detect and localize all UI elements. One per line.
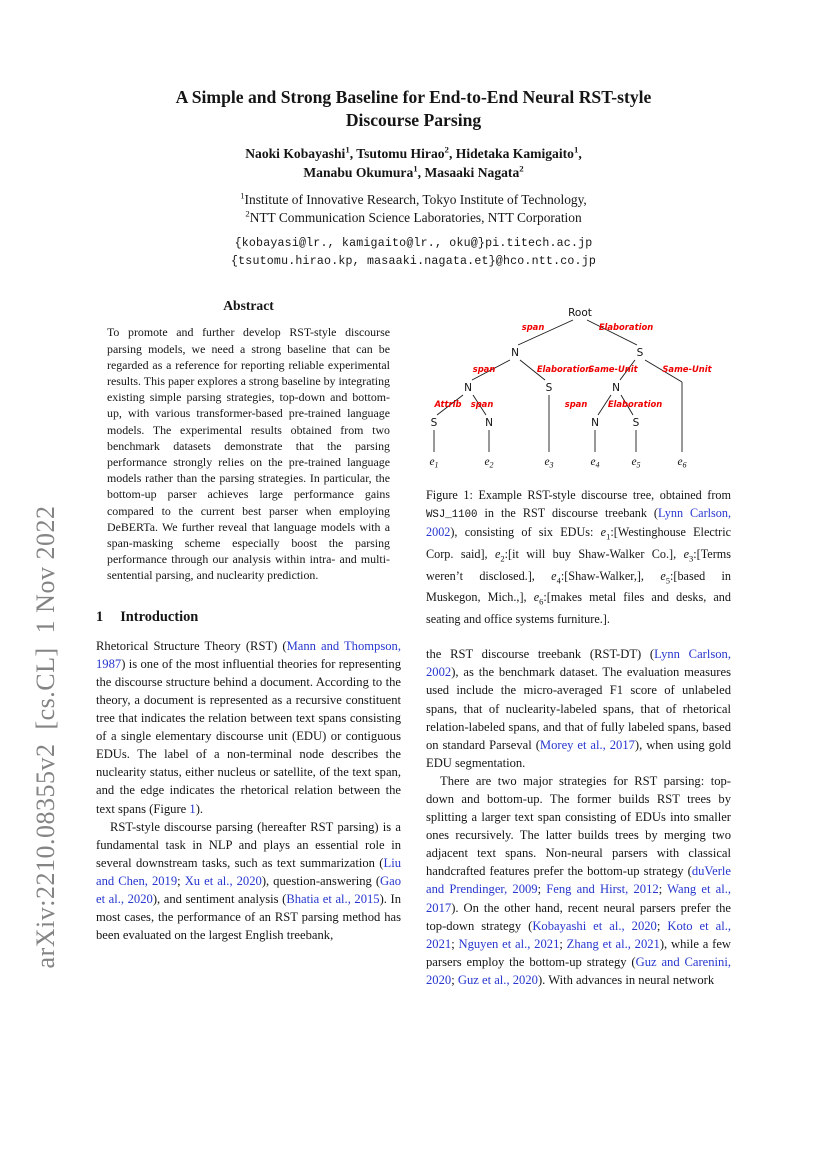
tree-node-label: S bbox=[545, 382, 553, 395]
citation-link[interactable]: Lynn Carlson, 2002 bbox=[426, 505, 732, 540]
section-title: Introduction bbox=[120, 608, 199, 625]
figure-1-caption: Figure 1: Example RST-style discourse tree, obtained from WSJ_1100 in the RST discourse treebank (Lynn Carlson, 2002), consisting of six EDUs: $e_1:[Westinghouse$ Electric Corp. said], $e_2:[it$ will buy Shaw-Walker Co.], $e_3:[Terms$ weren’t disclosed.], $e_4:[Shaw-Walker,]$, $e_5:[based$ in Muskegon, Mich.,], $e_6:[makes$ metal files and desks, and seating and office systems furniture.]. bbox=[426, 488, 732, 626]
citation-link[interactable]: Koto et al., 2021 bbox=[426, 918, 731, 951]
email-line-2: {tsutomu.hirao.kp, masaaki.nagata.et}@hco.ntt.co.jp bbox=[230, 255, 597, 269]
intro-paragraph-2: RST-style discourse parsing (hereafter RST parsing) is a fundamental task in NLP and plays an essential role in several downstream tasks, such as text summarization (Liu and Chen, 2019; Xu et al., 2020), question-answering (Gao et al., 2020), and sentiment analysis (Bhatia et al., 2015). In most cases, the performance of an RST parsing method has been evaluated on the largest English treebank, bbox=[96, 819, 402, 943]
citation-link[interactable]: Nguyen et al., 2021 bbox=[458, 936, 560, 951]
rst-tree-svg bbox=[426, 300, 731, 475]
tree-relation-label: span bbox=[470, 399, 494, 410]
tree-relation-label: Elaboration bbox=[598, 322, 654, 333]
right-paragraph-1: the RST discourse treebank (RST-DT) (Lynn Carlson, 2002), as the benchmark dataset. The evaluation measures used include the micro-averaged F1 score of unlabeled spans, that of nuclearity-labeled spans, that of rhetorical relation-labeled spans, and that of fully labeled spans, based on standard Parseval (Morey et al., 2017), when using gold EDU segmentation. bbox=[426, 647, 732, 770]
tree-node-label: Root bbox=[568, 307, 592, 320]
tree-relation-label: Same-Unit bbox=[588, 364, 638, 375]
tree-node-label: N bbox=[485, 417, 493, 430]
paper-header bbox=[0, 0, 827, 271]
paper-title: A Simple and Strong Baseline for End-to-End Neural RST-style Discourse Parsing bbox=[175, 87, 652, 131]
tree-leaf-label: $e_2$ bbox=[484, 456, 494, 470]
citation-link[interactable]: Guz et al., 2020 bbox=[457, 972, 538, 987]
tree-relation-label: span bbox=[521, 322, 545, 333]
tree-relation-label: span bbox=[564, 399, 588, 410]
figure-1 bbox=[426, 300, 731, 628]
tree-relation-label: Elaboration bbox=[536, 364, 592, 375]
tree-leaf-label: $e_1$ bbox=[429, 456, 439, 470]
citation-link[interactable]: Zhang et al., 2021 bbox=[566, 936, 660, 951]
section-heading-introduction bbox=[96, 609, 401, 626]
tree-node-label: N bbox=[464, 382, 472, 395]
abstract-text: To promote and further develop RST-style discourse parsing models, we need a strong baseline that can be regarded as a reference for reporting reliable experimental results. This paper explores a strong baseline by integrating existing simple parsing strategies, top-down and bottom-up, with various transformer-based pre-trained language models. The experimental results obtained from two benchmark datasets demonstrate that the parsing performance strongly relies on the pre-trained language models rather than the parsing strategies. In particular, the bottom-up parser achieves large performance gains compared to the current best parser when employing DeBERTa. We further reveal that language models with a span-masking scheme especially boost the parsing performance through our analysis within intra- and multi-sentential parsing, and nuclearity prediction. bbox=[107, 325, 390, 583]
citation-link[interactable]: Gao et al., 2020 bbox=[96, 873, 402, 906]
tree-leaf-label: $e_4$ bbox=[590, 456, 600, 470]
tree-node-label: N bbox=[612, 382, 620, 395]
citation-link[interactable]: Wang et al., 2017 bbox=[426, 882, 731, 915]
left-column bbox=[96, 298, 401, 989]
citation-link[interactable]: Mann and Thompson, 1987 bbox=[96, 638, 401, 671]
edu-symbol: $e_4$ bbox=[551, 568, 561, 585]
tree-leaf-label: $e_6$ bbox=[677, 456, 687, 470]
affiliation-2: $^2$NTT Communication Science Laboratories, NTT Corporation bbox=[245, 208, 582, 226]
tree-node-label: S bbox=[430, 417, 438, 430]
affiliation-1: $^1$Institute of Innovative Research, Tokyo Institute of Technology, bbox=[240, 190, 587, 208]
citation-link[interactable]: Lynn Carlson, 2002 bbox=[426, 647, 731, 680]
tree-leaf-label: $e_3$ bbox=[544, 456, 554, 470]
citation-link[interactable]: Kobayashi et al., 2020 bbox=[532, 918, 657, 933]
tree-node-label: N bbox=[511, 347, 519, 360]
citation-link[interactable]: Morey et al., 2017 bbox=[539, 737, 635, 752]
right-paragraph-2: There are two major strategies for RST parsing: top-down and bottom-up. The former builds RST trees by splitting a larger text span consisting of EDUs into smaller ones recursively. The latter builds trees by merging two adjacent text spans. Non-neural parsers with classical handcrafted features prefer the bottom-up strategy (duVerle and Prendinger, 2009; Feng and Hirst, 2012; Wang et al., 2017). On the other hand, recent neural parsers prefer the top-down strategy (Kobayashi et al., 2020; Koto et al., 2021; Nguyen et al., 2021; Zhang et al., 2021), while a few parsers employ the bottom-up strategy (Guz and Carenini, 2020; Guz et al., 2020). With advances in neural network bbox=[426, 773, 731, 987]
two-column-body bbox=[0, 298, 827, 989]
author-line-2: Manabu Okumura$^1$, Masaaki Nagata$^2$ bbox=[303, 163, 524, 180]
edu-symbol: $e_1$ bbox=[600, 525, 611, 542]
email-line-1: {kobayasi@lr., kamigaito@lr., oku@}pi.titech.ac.jp bbox=[234, 237, 593, 251]
citation-link[interactable]: Xu et al., 2020 bbox=[184, 873, 262, 888]
tree-relation-label: Elaboration bbox=[607, 399, 663, 410]
abstract-heading: Abstract bbox=[223, 298, 274, 314]
edu-symbol: $e_2$ bbox=[494, 546, 505, 564]
arxiv-watermark: arXiv:2210.08355v2 [cs.CL] 1 Nov 2022 bbox=[31, 505, 60, 969]
tree-node-label: N bbox=[591, 417, 599, 430]
email-block bbox=[0, 235, 827, 271]
author-block bbox=[0, 145, 827, 182]
edu-symbol: $e_5$ bbox=[660, 568, 670, 585]
citation-link[interactable]: Bhatia et al., 2015 bbox=[286, 892, 380, 906]
tree-node-label: S bbox=[636, 347, 644, 360]
author-line-1: Naoki Kobayashi$^1$, Tsutomu Hirao$^2$, Hidetaka Kamigaito$^1$, bbox=[245, 144, 582, 162]
citation-link[interactable]: 1 bbox=[189, 801, 196, 816]
citation-link[interactable]: Guz and Carenini, 2020 bbox=[426, 954, 731, 987]
citation-link[interactable]: Feng and Hirst, 2012 bbox=[546, 882, 659, 897]
edu-symbol: $e_3$ bbox=[683, 546, 694, 564]
tree-relation-label: Same-Unit bbox=[662, 364, 712, 375]
tree-leaf-label: $e_5$ bbox=[631, 456, 641, 470]
citation-link[interactable]: Liu and Chen, 2019 bbox=[96, 855, 401, 888]
abstract-section bbox=[96, 298, 401, 583]
citation-link[interactable]: duVerle and Prendinger, 2009 bbox=[426, 864, 731, 897]
edu-symbol: $e_6$ bbox=[533, 590, 544, 607]
affiliation-block bbox=[0, 191, 827, 227]
intro-paragraph-1: Rhetorical Structure Theory (RST) (Mann and Thompson, 1987) is one of the most influential theories for representing the discourse structure behind a document. According to the theory, a document is represented as a recursive constituent tree that indicates the relation between text spans consisting of a single elementary discourse unit (EDU) or contiguous EDUs. The label of a non-terminal node describes the nuclearity status, either nucleus or satellite, of the text span, and the edge indicates the rhetorical relation between the text spans (Figure 1). bbox=[96, 638, 401, 816]
tree-node-label: S bbox=[632, 417, 640, 430]
section-number: 1 bbox=[96, 608, 104, 625]
tree-relation-label: Attrib bbox=[434, 399, 462, 410]
tree-relation-label: span bbox=[472, 364, 496, 375]
right-column bbox=[426, 298, 731, 989]
